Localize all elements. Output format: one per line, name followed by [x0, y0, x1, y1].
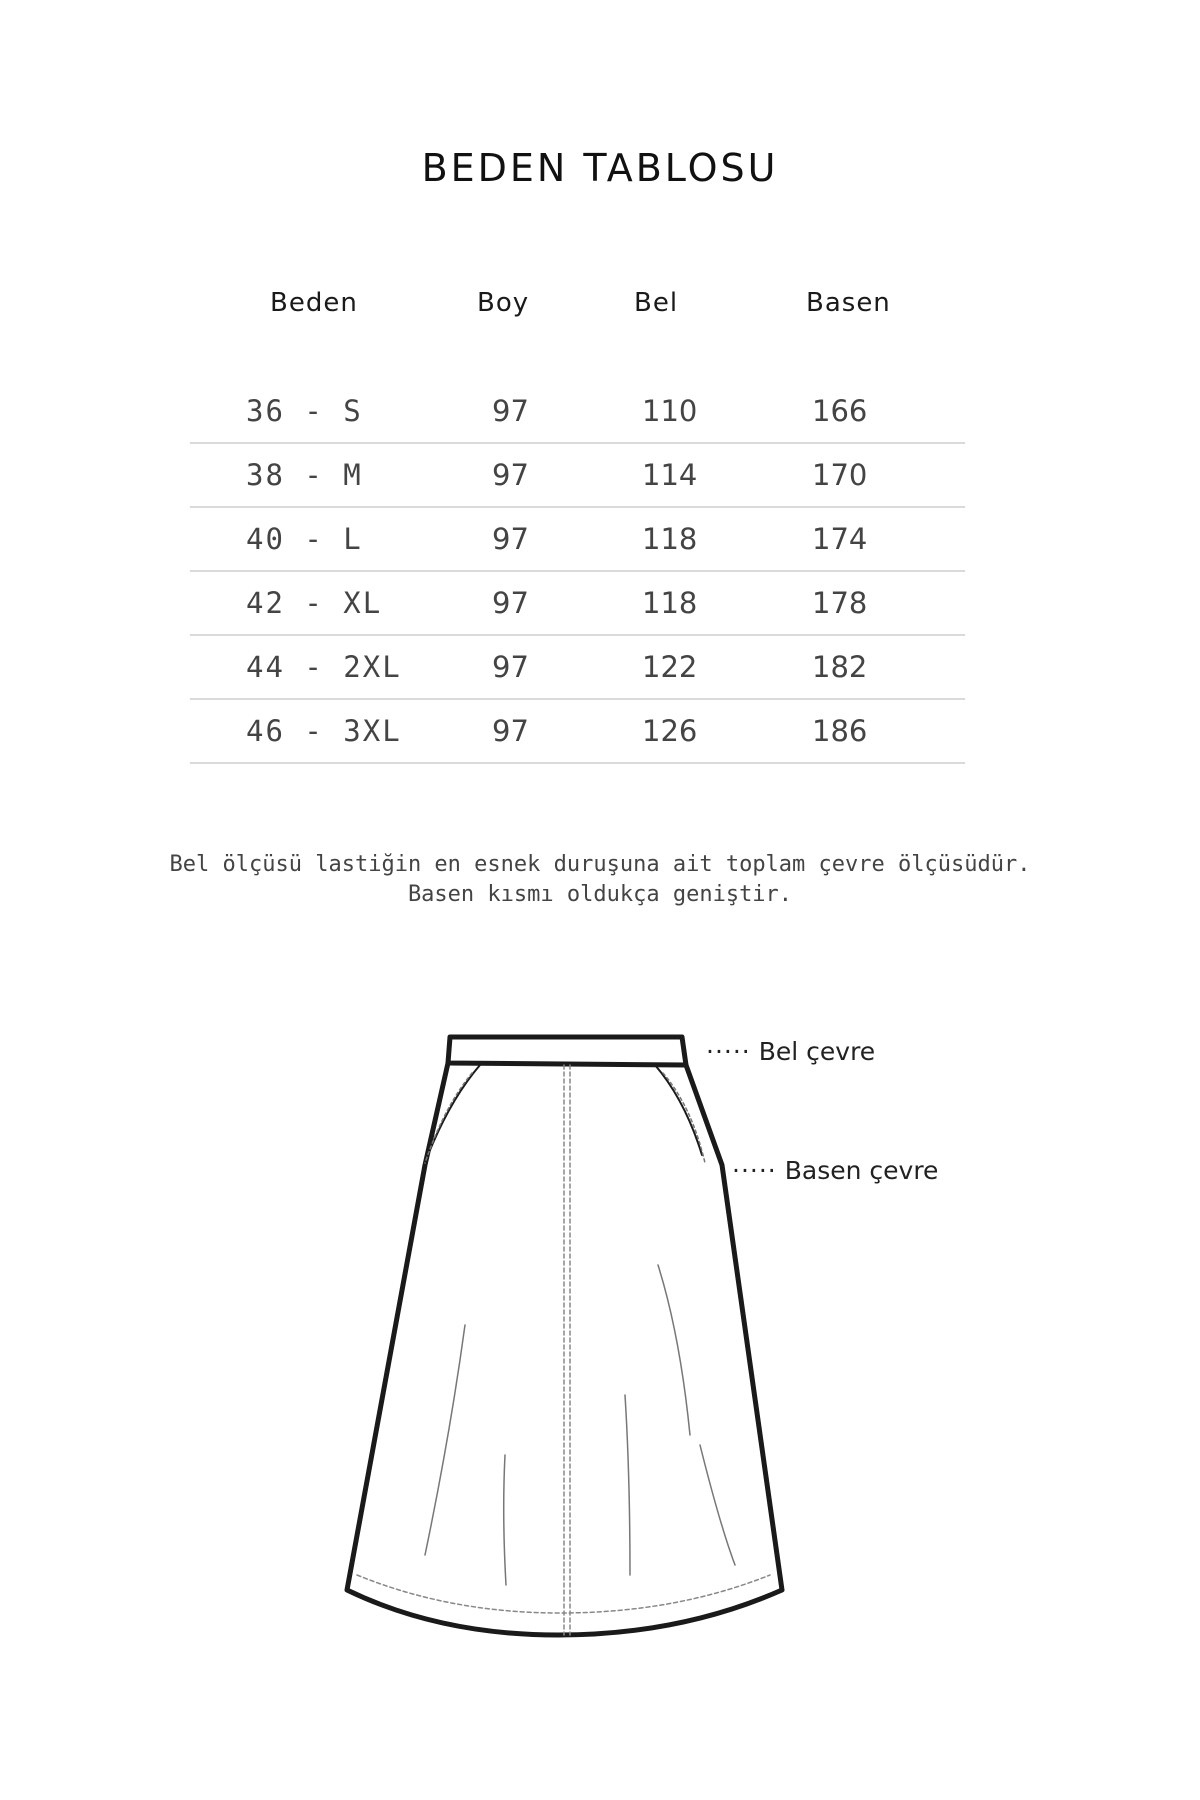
page-title: BEDEN TABLOSU — [421, 146, 779, 190]
cell-bel: 118 — [642, 586, 698, 620]
header-boy: Boy — [477, 288, 530, 318]
header-bel: Bel — [634, 288, 679, 318]
size-note — [0, 850, 1200, 910]
cell-bel: 122 — [642, 650, 698, 684]
cell-size: 38 - M — [246, 458, 363, 492]
cell-boy: 97 — [492, 522, 529, 556]
cell-basen: 186 — [812, 714, 868, 748]
cell-boy: 97 — [492, 650, 529, 684]
note-line-2: Basen kısmı oldukça geniştir. — [407, 882, 793, 907]
header-beden: Beden — [270, 288, 358, 318]
cell-size: 40 - L — [246, 522, 363, 556]
cell-boy: 97 — [492, 714, 529, 748]
cell-bel: 118 — [642, 522, 698, 556]
cell-boy: 97 — [492, 394, 529, 428]
cell-size: 46 - 3XL — [246, 714, 402, 748]
basen-cevre-label — [732, 1156, 938, 1185]
bel-cevre-text: Bel çevre — [758, 1037, 876, 1066]
cell-bel: 114 — [642, 458, 698, 492]
bel-dots: ····· — [706, 1037, 751, 1066]
table-row — [190, 508, 965, 572]
basen-dots: ····· — [732, 1156, 777, 1185]
cell-size: 44 - 2XL — [246, 650, 402, 684]
note-line-1: Bel ölçüsü lastiğin en esnek duruşuna ait toplam çevre ölçüsüdür. — [169, 852, 1031, 877]
header-basen: Basen — [806, 288, 891, 318]
size-table — [190, 380, 965, 764]
cell-bel: 110 — [642, 394, 698, 428]
table-row — [190, 636, 965, 700]
cell-basen: 170 — [812, 458, 868, 492]
cell-basen: 166 — [812, 394, 868, 428]
cell-size: 36 - S — [246, 394, 363, 428]
skirt-diagram — [330, 1015, 930, 1645]
table-row — [190, 700, 965, 764]
cell-basen: 174 — [812, 522, 868, 556]
cell-size: 42 - XL — [246, 586, 383, 620]
table-row — [190, 444, 965, 508]
table-row — [190, 380, 965, 444]
cell-basen: 178 — [812, 586, 868, 620]
skirt-waistband — [448, 1037, 686, 1065]
cell-basen: 182 — [812, 650, 868, 684]
cell-bel: 126 — [642, 714, 698, 748]
basen-cevre-text: Basen çevre — [784, 1156, 939, 1185]
table-row — [190, 572, 965, 636]
cell-boy: 97 — [492, 458, 529, 492]
bel-cevre-label — [706, 1037, 875, 1066]
cell-boy: 97 — [492, 586, 529, 620]
